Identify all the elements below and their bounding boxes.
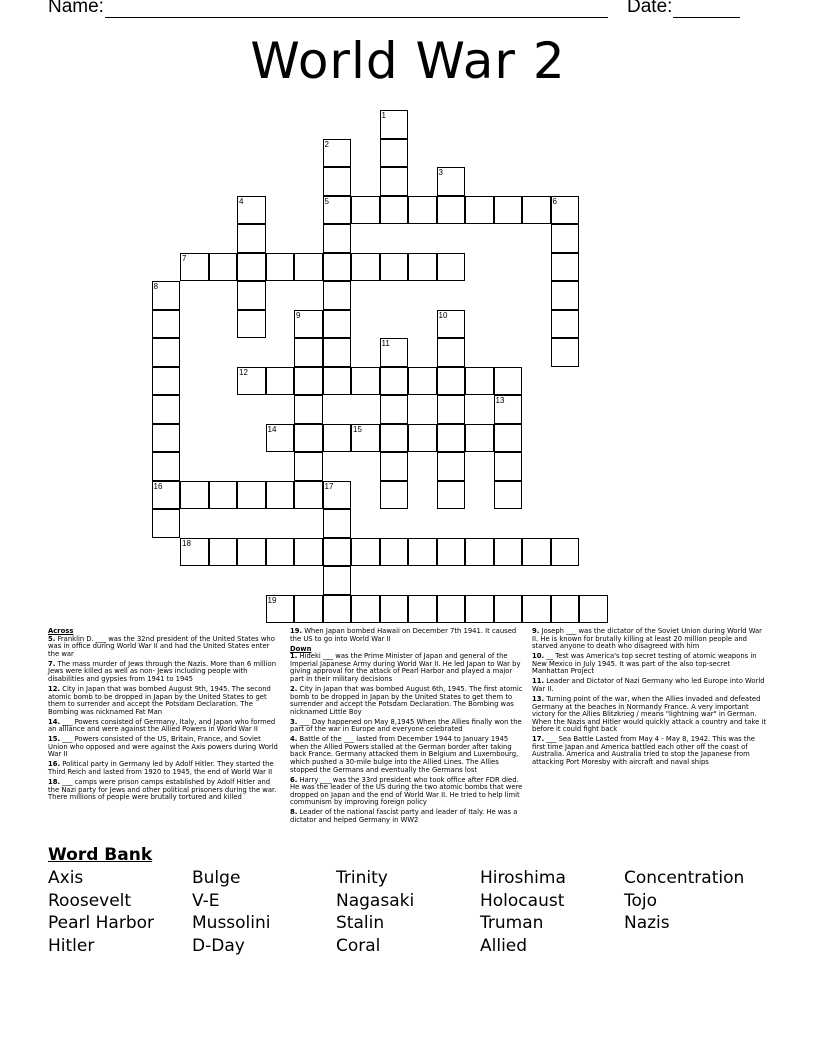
grid-cell[interactable] [465,595,494,624]
grid-cell[interactable] [294,595,323,624]
grid-cell[interactable] [351,253,380,282]
grid-cell[interactable] [437,253,466,282]
clue-number: 18 [182,538,191,548]
word-bank-item: Allied [480,935,528,956]
down-clue: 1. Hideki ___ was the Prime Minister of Japan and general of the Imperial Japanese Army during World War II. He led Japan to War by giving approval for the attack of Pearl Harbor and played a major part in their military decisions [290,652,521,683]
grid-cell[interactable] [551,196,580,225]
word-bank-item: Axis [48,868,84,888]
grid-cell[interactable] [237,224,266,253]
down-clue: 8. Leader of the national fascist party and leader of Italy. He was a dictator and helped Germany in WW2 [290,808,518,824]
grid-cell[interactable] [180,538,209,567]
grid-cell[interactable] [180,481,209,510]
word-bank-item: V-E [192,890,220,911]
grid-cell[interactable] [152,367,181,396]
across-clue: 16. Political party in Germany led by Adolf Hitler. They started the Third Reich and lasted from 1920 to 1945, the end of World War II [48,760,274,777]
grid-cell[interactable] [209,538,238,567]
grid-cell[interactable] [494,481,523,510]
grid-cell[interactable] [494,367,523,396]
grid-cell[interactable] [323,167,352,196]
grid-cell[interactable] [294,538,323,567]
grid-cell[interactable] [294,481,323,510]
grid-cell[interactable] [294,452,323,481]
grid-cell[interactable] [494,595,523,624]
grid-cell[interactable] [237,367,266,396]
grid-cell[interactable] [323,538,352,567]
grid-cell[interactable] [551,595,580,624]
grid-cell[interactable] [323,338,352,367]
grid-cell[interactable] [152,509,181,538]
grid-cell[interactable] [551,224,580,253]
grid-cell[interactable] [237,196,266,225]
grid-cell[interactable] [266,481,295,510]
grid-cell[interactable] [522,196,551,225]
clue-number: 11 [381,339,390,348]
grid-cell[interactable] [323,367,352,396]
clue-number: 8 [153,282,158,291]
grid-cell[interactable] [465,538,494,567]
word-bank-item: D-Day [192,935,245,956]
grid-cell[interactable] [152,338,181,367]
clue-number: 15 [353,424,362,434]
grid-cell[interactable] [408,538,437,567]
grid-cell[interactable] [323,310,352,339]
grid-cell[interactable] [380,538,409,567]
grid-cell[interactable] [408,595,437,624]
mixed-clue: 11. Leader and Dictator of Nazi Germany who led Europe into World War II. [532,677,765,693]
clue-number: 16 [153,481,163,491]
grid-cell[interactable] [408,253,437,282]
word-bank-item: Nazis [624,913,670,934]
grid-cell[interactable] [323,595,352,624]
word-bank-item: Nagasaki [336,890,415,911]
grid-cell[interactable] [465,424,494,453]
grid-cell[interactable] [266,424,295,453]
grid-cell[interactable] [437,424,466,453]
grid-cell[interactable] [380,452,409,481]
word-bank-item: Truman [480,913,544,934]
clue-number: 17 [324,481,334,491]
date-label: Date: [627,0,673,17]
across-clue: 19. When Japan bombed Hawaii on December 7th 1941. It caused the US to go into World War II [290,627,517,643]
clues-column-3 [532,628,768,769]
clue-number: 5 [324,196,329,206]
word-bank-item: Coral [336,935,381,956]
grid-cell[interactable] [209,253,238,282]
grid-cell[interactable] [152,395,181,424]
grid-cell[interactable] [437,196,466,225]
name-label: Name: [48,0,104,17]
grid-cell[interactable] [152,281,181,310]
grid-cell[interactable] [494,538,523,567]
grid-cell[interactable] [237,310,266,339]
grid-cell[interactable] [266,595,295,624]
grid-cell[interactable] [380,253,409,282]
grid-cell[interactable] [380,481,409,510]
clues-column-1 [48,628,280,804]
grid-cell[interactable] [323,253,352,282]
grid-cell[interactable] [465,196,494,225]
grid-cell[interactable] [522,595,551,624]
grid-cell[interactable] [579,595,608,624]
grid-cell[interactable] [237,538,266,567]
grid-cell[interactable] [522,538,551,567]
across-heading: Across [48,627,74,635]
grid-cell[interactable] [209,481,238,510]
across-clue: 15. ___ Powers consisted of the US, Britain, France, and Soviet Union who opposed and were against the Axis powers during World War II [48,735,278,759]
across-clue: 14. ___ Powers consisted of Germany, Italy, and Japan who formed an alliance and were against the Allied Powers in World War II [48,717,276,734]
grid-cell[interactable] [380,139,409,168]
grid-cell[interactable] [237,481,266,510]
grid-cell[interactable] [152,452,181,481]
grid-cell[interactable] [380,424,409,453]
clue-number: 14 [267,424,277,434]
clue-number: 19 [267,595,277,605]
down-clue: 4. Battle of the ___ lasted from December 1944 to January 1945 when the Allied Powers stalled at the German border after taking back France. Germany attacked them in Belgium and Luxembourg, which pushed a 30-mile bulge into the Allied Lines. The Allies stopped the Germans and eventually the Germans lost [290,735,519,774]
grid-cell[interactable] [266,367,295,396]
grid-cell[interactable] [380,395,409,424]
clue-number: 2 [324,139,329,149]
grid-cell[interactable] [437,367,466,396]
clue-number: 9 [296,310,301,320]
word-bank-item: Holocaust [480,890,565,911]
down-heading: Down [290,644,312,653]
grid-cell[interactable] [437,167,466,196]
grid-cell[interactable] [237,281,266,310]
across-clue: 5. Franklin D. ___ was the 32nd president of the United States who was in office during World War II and had the United States enter the war [48,634,275,658]
grid-cell[interactable] [294,424,323,453]
grid-cell[interactable] [294,338,323,367]
word-bank-item: Roosevelt [48,890,132,911]
grid-cell[interactable] [351,196,380,225]
grid-cell[interactable] [266,538,295,567]
word-bank-item: Trinity [336,868,388,888]
grid-cell[interactable] [437,452,466,481]
down-clue: 2. City in Japan that was bombed August 6th, 1945. The first atomic bomb to be dropped in Japan by the United States to get them to surrender and accept the Potsdam Declaration. The Bombing was nicknamed Little Boy [290,684,523,716]
grid-cell[interactable] [152,481,181,510]
clue-number: 3 [438,168,443,177]
grid-cell[interactable] [351,595,380,624]
grid-cell[interactable] [351,424,380,453]
grid-cell[interactable] [152,310,181,339]
grid-cell[interactable] [266,253,295,282]
mixed-clue: 17. ___ Sea Battle Lasted from May 4 - May 8, 1942. This was the first time Japan and America battled each other off the coast of Australia. America and Australia tried to stop the Japanese from attacking Port Moresby with aircraft and naval ships [532,735,755,767]
clue-number: 4 [239,196,244,206]
grid-cell[interactable] [323,424,352,453]
grid-cell[interactable] [323,281,352,310]
grid-cell[interactable] [294,253,323,282]
word-bank-item: Hiroshima [480,868,566,888]
grid-cell[interactable] [465,367,494,396]
grid-cell[interactable] [380,110,409,139]
grid-cell[interactable] [380,167,409,196]
grid-cell[interactable] [152,424,181,453]
clue-number: 10 [438,310,448,320]
clue-number: 6 [552,196,557,206]
grid-cell[interactable] [323,139,352,168]
across-clue: 12. City in Japan that was bombed August 9th, 1945. The second atomic bomb to be dropped in Japan by the United States to get them to surrender and accept the Potsdam Declaration. The Bombing was nicknamed Fat Man [48,684,271,716]
grid-cell[interactable] [380,338,409,367]
clues-column-2 [290,628,523,827]
word-bank-item: Concentration [624,868,745,888]
down-clue: 3. ___ Day happened on May 8,1945 When the Allies finally won the part of the war in Europe and everyone celebrated [290,717,522,734]
grid-cell[interactable] [494,424,523,453]
grid-cell[interactable] [437,395,466,424]
grid-cell[interactable] [380,367,409,396]
word-bank-item: Bulge [192,868,241,888]
grid-cell[interactable] [437,538,466,567]
grid-cell[interactable] [323,566,352,595]
grid-cell[interactable] [237,253,266,282]
grid-cell[interactable] [551,338,580,367]
grid-cell[interactable] [494,395,523,424]
grid-cell[interactable] [323,481,352,510]
grid-cell[interactable] [408,196,437,225]
mixed-clue: 13. Turning point of the war, when the Allies invaded and defeated Germany at the beaches in Normandy France. A very important victory for the Allies Blitzkrieg / means "lightning war" in German. When the Nazis and Hitler would quickly attack a country and take it before it could fight back [532,694,767,734]
mixed-clue: 10. __ Test was America's top secret testing of atomic weapons in New Mexico in July 1945. It was part of the also top-secret Manhattan Project [532,652,757,676]
grid-cell[interactable] [551,281,580,310]
clue-number: 7 [182,253,187,263]
grid-cell[interactable] [380,196,409,225]
grid-cell[interactable] [494,196,523,225]
grid-cell[interactable] [323,196,352,225]
grid-cell[interactable] [351,367,380,396]
grid-cell[interactable] [294,367,323,396]
grid-cell[interactable] [294,310,323,339]
page-title: World War 2 [250,32,566,90]
word-bank-item: Mussolini [192,913,271,934]
grid-cell[interactable] [323,509,352,538]
grid-cell[interactable] [437,338,466,367]
clue-number: 1 [381,111,386,120]
grid-cell[interactable] [351,538,380,567]
down-clue: 6. Harry ___ was the 33rd president who took office after FDR died. He was the leader of the US during the two atomic bombs that were dropped on Japan and the end of World War II. He tried to help limit communism by improving foreign policy [290,775,523,807]
grid-cell[interactable] [294,395,323,424]
grid-cell[interactable] [323,224,352,253]
grid-cell[interactable] [437,310,466,339]
grid-cell[interactable] [180,253,209,282]
grid-cell[interactable] [408,367,437,396]
across-clue: 7. The mass murder of Jews through the Nazis. More than 6 million Jews were killed as well as non- Jews including people with disabilities and gypsies from 1941 to 1945 [48,659,277,683]
word-bank-item: Tojo [624,890,658,911]
word-bank-item: Pearl Harbor [48,913,155,934]
word-bank-item: Hitler [48,935,95,956]
grid-cell[interactable] [380,595,409,624]
grid-cell[interactable] [551,538,580,567]
grid-cell[interactable] [437,481,466,510]
mixed-clue: 9. Joseph ___ was the dictator of the Soviet Union during World War II. He is known for brutally killing at least 20 million people and starved anyone to death who disagreed with him [532,627,762,651]
grid-cell[interactable] [437,595,466,624]
grid-cell[interactable] [551,253,580,282]
across-clue: 18. ___ camps were prison camps established by Adolf Hitler and the Nazi party for Jews and other political prisoners during the war. There millions of people were brutally tortured and killed [48,778,277,802]
clue-number: 13 [495,396,505,405]
grid-cell[interactable] [408,424,437,453]
word-bank-item: Stalin [336,913,385,934]
clue-number: 12 [239,367,248,377]
grid-cell[interactable] [551,310,580,339]
grid-cell[interactable] [494,452,523,481]
word-bank-title: Word Bank [48,845,153,865]
